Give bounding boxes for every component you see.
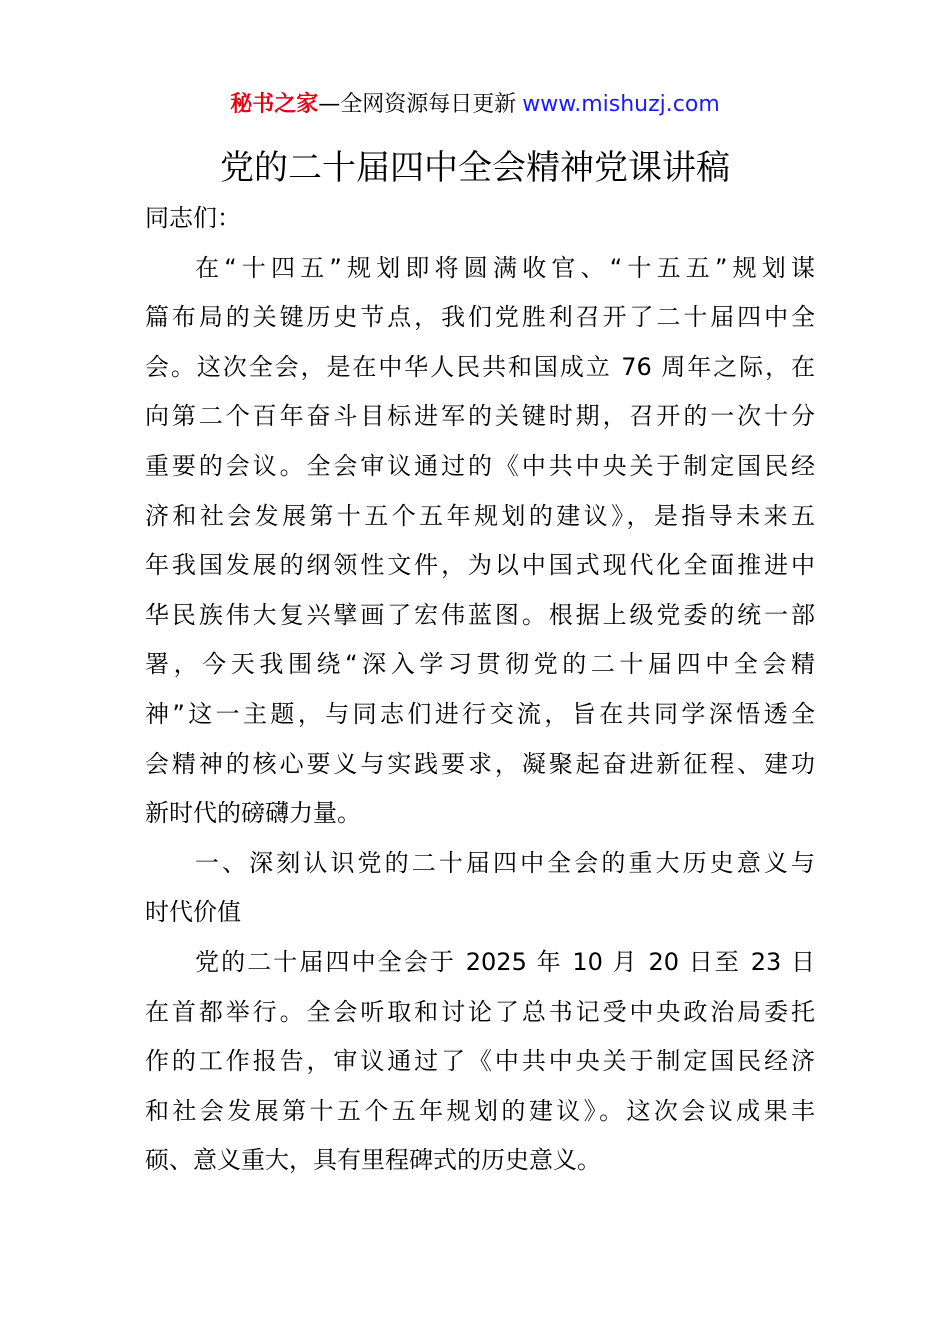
section-heading-line: 时代价值: [145, 898, 241, 927]
paragraph-line: 在首都举行。全会听取和讨论了总书记受中央政治局委托: [145, 997, 815, 1026]
section-heading-line: 一、深刻认识党的二十届四中全会的重大历史意义与: [195, 848, 815, 877]
site-url-link[interactable]: www.mishuzj.com: [522, 92, 720, 117]
paragraph-line: 济和社会发展第十五个五年规划的建议》，是指导未来五: [145, 501, 815, 530]
paragraph-line: 篇布局的关键历史节点，我们党胜利召开了二十届四中全: [145, 303, 815, 332]
paragraph-line: 和社会发展第十五个五年规划的建议》。这次会议成果丰: [145, 1096, 815, 1125]
paragraph-line: 神”这一主题，与同志们进行交流，旨在共同学深悟透全: [145, 699, 815, 728]
paragraph-line: 作的工作报告，审议通过了《中共中央关于制定国民经济: [145, 1047, 815, 1076]
paragraph-line: 新时代的磅礴力量。: [145, 799, 361, 828]
document-body: [145, 194, 815, 1186]
paragraph-line: 重要的会议。全会审议通过的《中共中央关于制定国民经: [145, 451, 815, 480]
paragraph-line: 会精神的核心要义与实践要求，凝聚起奋进新征程、建功: [145, 749, 815, 778]
salutation-line: 同志们：: [145, 204, 241, 232]
paragraph-line: 在“十四五”规划即将圆满收官、“十五五”规划谋: [195, 253, 815, 282]
paragraph-line: 华民族伟大复兴擘画了宏伟蓝图。根据上级党委的统一部: [145, 600, 815, 629]
paragraph-line: 署，今天我围绕“深入学习贯彻党的二十届四中全会精: [145, 650, 815, 679]
paragraph-line: 硕、意义重大，具有里程碑式的历史意义。: [145, 1146, 601, 1175]
document-title: 党的二十届四中全会精神党课讲稿: [220, 148, 730, 188]
header-tagline: —全网资源每日更新: [318, 92, 517, 117]
paragraph-line: 会。这次全会，是在中华人民共和国成立 76 周年之际，在: [145, 352, 815, 381]
brand-name: 秘书之家: [230, 92, 319, 117]
paragraph-line: 党的二十届四中全会于 2025 年 10 月 20 日至 23 日: [195, 947, 815, 976]
paragraph-line: 年我国发展的纲领性文件，为以中国式现代化全面推进中: [145, 551, 815, 580]
site-header: [0, 88, 950, 122]
paragraph-line: 向第二个百年奋斗目标进军的关键时期，召开的一次十分: [145, 402, 815, 431]
